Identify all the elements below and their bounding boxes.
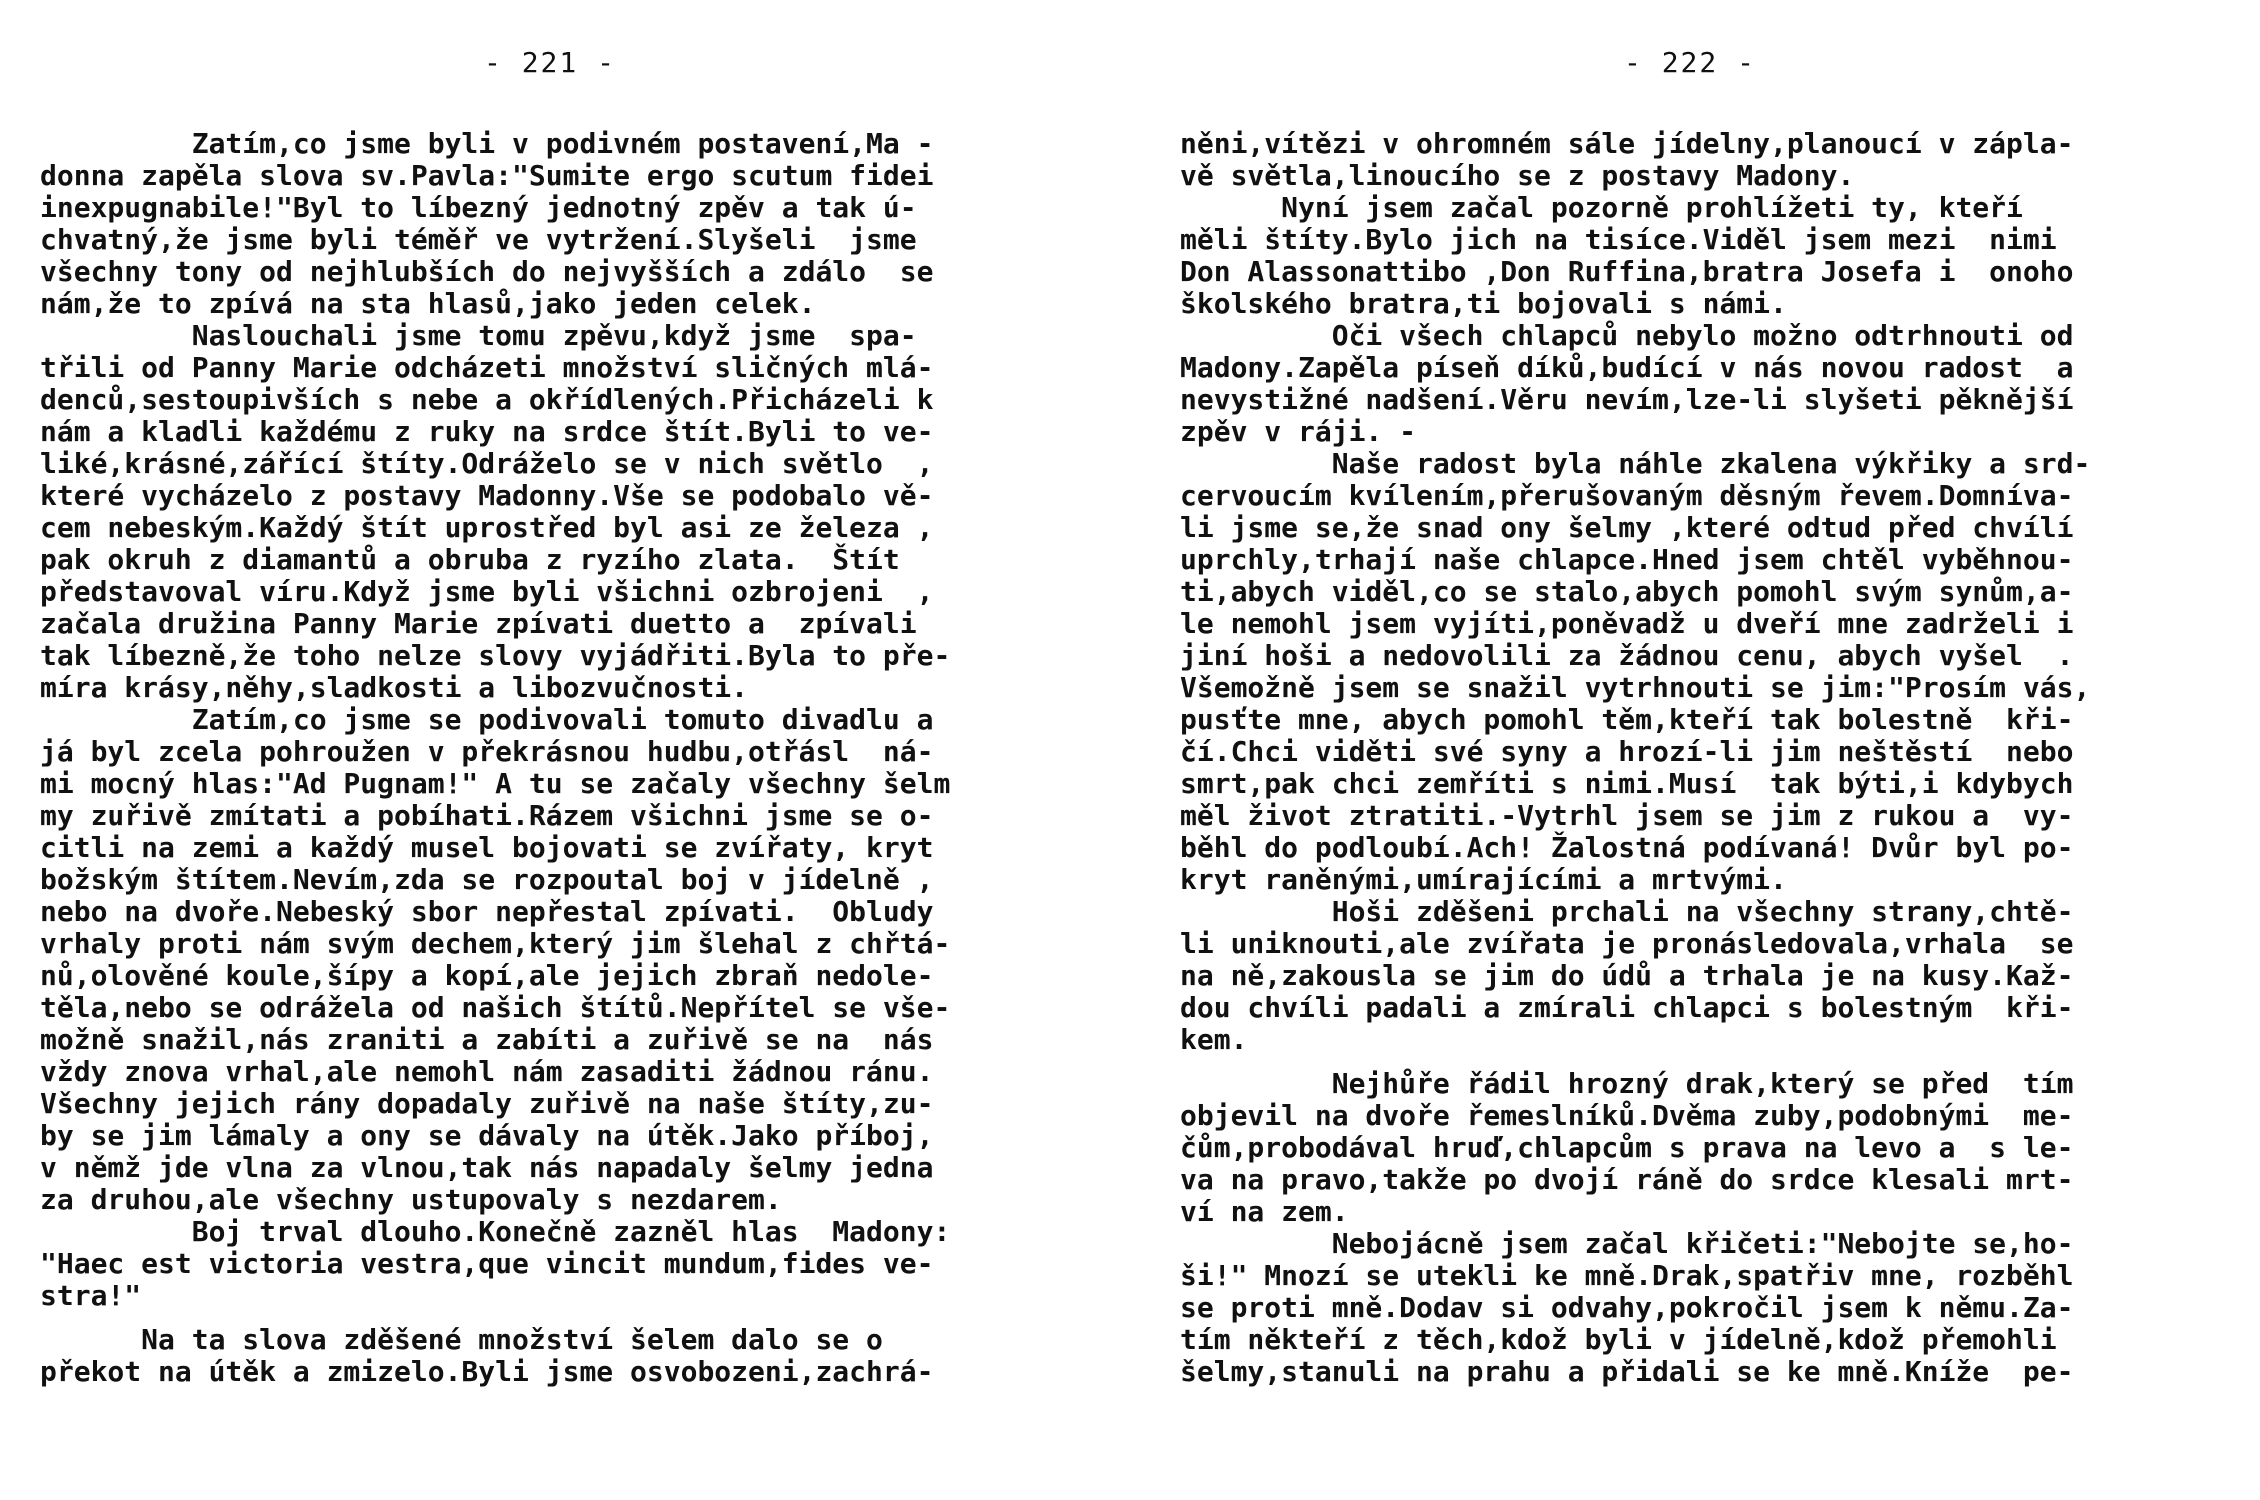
text-line: čům,probodával hruď,chlapcům s prava na levo a s le- [1180,1131,2074,1164]
text-line: liké,krásné,zářící štíty.Odráželo se v nich světlo , [40,447,934,480]
text-line: objevil na dvoře řemeslníků.Dvěma zuby,podobnými me- [1180,1099,2074,1132]
text-line: čí.Chci viděti své syny a hrozí-li jim neštěstí nebo [1180,735,2074,768]
text-line: chvatný,že jsme byli téměř ve vytržení.Slyšeli jsme [40,223,917,256]
text-line: Zatím,co jsme se podivovali tomuto divadlu a [40,703,934,736]
text-line: třili od Panny Marie odcházeti množství sličných mlá- [40,351,934,384]
text-line: božským štítem.Nevím,zda se rozpoutal boj v jídelně , [40,863,934,896]
text-line: něni,vítězi v ohromném sále jídelny,planoucí v zápla- [1180,127,2074,160]
text-line: citli na zemi a každý musel bojovati se zvířaty, kryt [40,831,934,864]
text-line: pusťte mne, abych pomohl těm,kteří tak bolestně kři- [1180,703,2074,736]
text-line: "Haec est victoria vestra,que vincit mundum,fides ve- [40,1247,934,1280]
text-line: na ně,zakousla se jim do údů a trhala je na kusy.Kaž- [1180,959,2074,992]
text-line: ví na zem. [1180,1195,1349,1228]
text-line: kryt raněnými,umírajícími a mrtvými. [1180,863,1787,896]
text-line: zpěv v ráji. - [1180,415,1417,448]
text-line: Všemožně jsem se snažil vytrhnouti se jim:"Prosím vás, [1180,671,2091,704]
text-line: běhl do podloubí.Ach! Žalostná podívaná! Dvůr byl po- [1180,831,2074,864]
text-line: vždy znova vrhal,ale nemohl nám zasaditi žádnou ránu. [40,1055,934,1088]
text-line: nebo na dvoře.Nebeský sbor nepřestal zpívati. Obludy [40,895,934,928]
text-line: nevystižné nadšení.Věru nevím,lze-li slyšeti pěknější [1180,383,2074,416]
text-line: pak okruh z diamantů a obruba z ryzího zlata. Štít [40,543,900,576]
text-line: překot na útěk a zmizelo.Byli jsme osvobozeni,zachrá- [40,1355,934,1388]
right-page [1180,0,2220,1500]
text-line: nám,že to zpívá na sta hlasů,jako jeden celek. [40,287,816,320]
text-line: vrhaly proti nám svým dechem,který jim šlehal z chřtá- [40,927,951,960]
text-line: stra!" [40,1279,142,1312]
text-line: cervoucím kvílením,přerušovaným děsným řevem.Domníva- [1180,479,2074,512]
text-line: jiní hoši a nedovolili za žádnou cenu, abych vyšel . [1180,639,2074,672]
text-line: míra krásy,něhy,sladkosti a libozvučnosti. [40,671,749,704]
text-line: možně snažil,nás zraniti a zabíti a zuřivě se na nás [40,1023,934,1056]
text-line: le nemohl jsem vyjíti,poněvadž u dveří mne zadrželi i [1180,607,2074,640]
text-line: Naslouchali jsme tomu zpěvu,když jsme spa- [40,319,917,352]
text-line: v němž jde vlna za vlnou,tak nás napadaly šelmy jedna [40,1151,934,1184]
text-line: ši!" Mnozí se utekli ke mně.Drak,spatřiv mne, rozběhl [1180,1259,2074,1292]
text-line: Boj trval dlouho.Konečně zazněl hlas Madony: [40,1215,951,1248]
text-line: Madony.Zapěla píseň díků,budící v nás novou radost a [1180,351,2074,384]
text-line: školského bratra,ti bojovali s námi. [1180,287,1787,320]
text-line: měli štíty.Bylo jich na tisíce.Viděl jsem mezi nimi [1180,223,2057,256]
text-line: dou chvíli padali a zmírali chlapci s bolestným kři- [1180,991,2074,1024]
text-line: denců,sestoupivších s nebe a okřídlených.Přicházeli k [40,383,934,416]
left-page [40,0,1080,1500]
text-line: Don Alassonattibo ,Don Ruffina,bratra Josefa i onoho [1180,255,2074,288]
text-line: tak líbezně,že toho nelze slovy vyjádřiti.Byla to pře- [40,639,951,672]
text-line: my zuřivě zmítati a pobíhati.Rázem všichni jsme se o- [40,799,934,832]
text-line: by se jim lámaly a ony se dávaly na útěk.Jako příboj, [40,1119,934,1152]
right-page-text [1180,128,2220,1388]
text-line: nů,olověné koule,šípy a kopí,ale jejich zbraň nedole- [40,959,934,992]
text-line: šelmy,stanuli na prahu a přidali se ke mně.Kníže pe- [1180,1355,2074,1388]
page-number-left: - 221 - [483,46,616,79]
text-line: li uniknouti,ale zvířata je pronásledovala,vrhala se [1180,927,2074,960]
text-line: cem nebeským.Každý štít uprostřed byl asi ze železa , [40,511,934,544]
text-line: Hoši zděšeni prchali na všechny strany,chtě- [1180,895,2074,928]
text-line: inexpugnabile!"Byl to líbezný jednotný zpěv a tak ú- [40,191,917,224]
text-line: Nejhůře řádil hrozný drak,který se před tím [1180,1067,2074,1100]
text-line: mi mocný hlas:"Ad Pugnam!" A tu se začaly všechny šelm [40,767,951,800]
text-line: začala družina Panny Marie zpívati duetto a zpívali [40,607,917,640]
text-line: já byl zcela pohroužen v překrásnou hudbu,otřásl ná- [40,735,934,768]
text-line: těla,nebo se odrážela od našich štítů.Nepřítel se vše- [40,991,951,1024]
text-line: Na ta slova zděšené množství šelem dalo se o [40,1323,883,1356]
text-line: Naše radost byla náhle zkalena výkřiky a srd- [1180,447,2091,480]
text-line: Nebojácně jsem začal křičeti:"Nebojte se,ho- [1180,1227,2074,1260]
text-line: li jsme se,že snad ony šelmy ,které odtud před chvílí [1180,511,2074,544]
text-line: smrt,pak chci zemříti s nimi.Musí tak býti,i kdybych [1180,767,2074,800]
text-line: ti,abych viděl,co se stalo,abych pomohl svým synům,a- [1180,575,2074,608]
text-line: všechny tony od nejhlubších do nejvyšších a zdálo se [40,255,934,288]
text-line: za druhou,ale všechny ustupovaly s nezdarem. [40,1183,782,1216]
text-line: uprchly,trhají naše chlapce.Hned jsem chtěl vyběhnou- [1180,543,2074,576]
text-line: vě světla,linoucího se z postavy Madony. [1180,159,1855,192]
text-line: Nyní jsem začal pozorně prohlížeti ty, kteří [1180,191,2023,224]
text-line: Všechny jejich rány dopadaly zuřivě na naše štíty,zu- [40,1087,934,1120]
text-line: měl život ztratiti.-Vytrhl jsem se jim z rukou a vy- [1180,799,2074,832]
page-number-right: - 222 - [1623,46,1756,79]
text-line: se proti mně.Dodav si odvahy,pokročil jsem k němu.Za- [1180,1291,2074,1324]
text-line: Zatím,co jsme byli v podivném postavení,Ma - [40,127,934,160]
text-line: Oči všech chlapců nebylo možno odtrhnouti od [1180,319,2074,352]
text-line: nám a kladli každému z ruky na srdce štít.Byli to ve- [40,415,934,448]
text-line: tím někteří z těch,kdož byli v jídelně,kdož přemohli [1180,1323,2057,1356]
text-line: kem. [1180,1023,1248,1056]
text-line: které vycházelo z postavy Madonny.Vše se podobalo vě- [40,479,934,512]
left-page-text [40,128,1080,1388]
text-line: va na pravo,takže po dvojí ráně do srdce klesali mrt- [1180,1163,2074,1196]
text-line: donna zapěla slova sv.Pavla:"Sumite ergo scutum fidei [40,159,934,192]
text-line: představoval víru.Když jsme byli všichni ozbrojeni , [40,575,934,608]
